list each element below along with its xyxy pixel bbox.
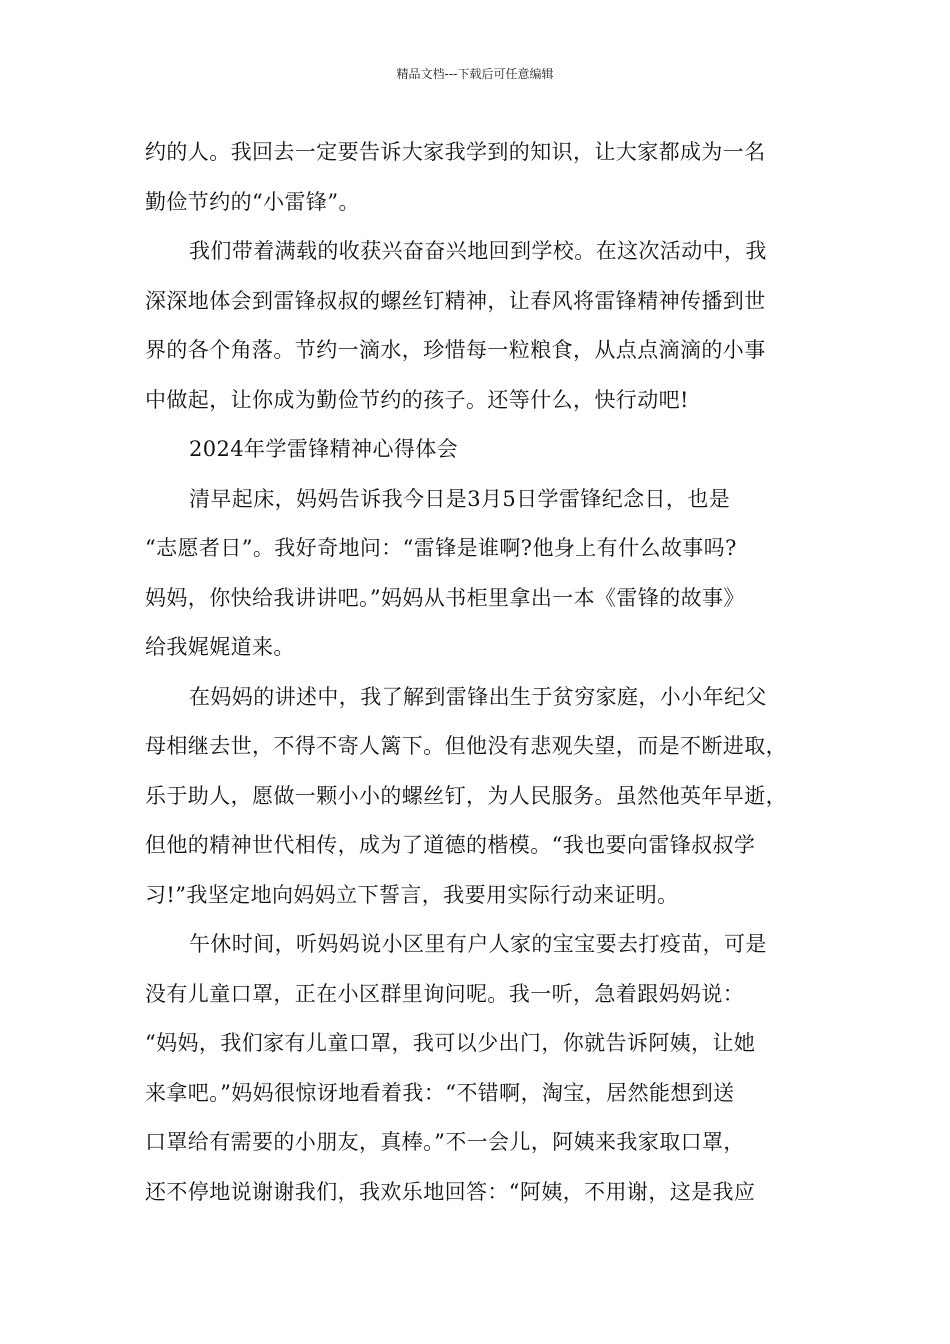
text-line: 但他的精神世代相传，成为了道德的楷模。“我也要向雷锋叔叔学	[145, 833, 756, 857]
text-line: 还不停地说谢谢我们，我欢乐地回答：“阿姨，不用谢，这是我应	[145, 1179, 756, 1204]
text-line: 在妈妈的讲述中，我了解到雷锋出生于贫穷家庭，小小年纪父	[189, 684, 767, 709]
text-line: 中做起，让你成为勤俭节约的孩子。还等什么，快行动吧!	[145, 387, 689, 412]
text-line: 午休时间，听妈妈说小区里有户人家的宝宝要去打疫苗，可是	[189, 932, 767, 956]
text-line: 母相继去世，不得不寄人篱下。但他没有悲观失望，而是不断进取，	[145, 734, 787, 758]
text-line: 界的各个角落。节约一滴水，珍惜每一粒粮食，从点点滴滴的小事	[145, 338, 766, 362]
text-line: 约的人。我回去一定要告诉大家我学到的知识，让大家都成为一名	[145, 140, 766, 164]
text-line: 深深地体会到雷锋叔叔的螺丝钉精神，让春风将雷锋精神传播到世	[145, 288, 766, 313]
text-line: 勤俭节约的“小雷锋”。	[145, 189, 360, 214]
text-line: 习!”我坚定地向妈妈立下誓言，我要用实际行动来证明。	[145, 882, 679, 907]
text-line: 没有儿童口罩，正在小区群里询问呢。我一听，急着跟妈妈说：	[145, 981, 745, 1006]
page-header: 精品文档---下载后可任意编辑	[396, 67, 554, 81]
document-body	[145, 128, 810, 1217]
text-line: 口罩给有需要的小朋友，真棒。”不一会儿，阿姨来我家取口罩，	[145, 1130, 745, 1154]
text-line: “妈妈，我们家有儿童口罩，我可以少出门，你就告诉阿姨，让她	[145, 1031, 756, 1055]
text-line: “志愿者日”。我好奇地问：“雷锋是谁啊?他身上有什么故事吗?	[145, 536, 737, 560]
text-line: 妈妈，你快给我讲讲吧。”妈妈从书柜里拿出一本《雷锋的故事》	[145, 585, 745, 610]
section-title: 2024年学雷锋精神心得体会	[189, 437, 459, 461]
text-line: 来拿吧。”妈妈很惊讶地看着我：“不错啊，淘宝，居然能想到送	[145, 1080, 735, 1105]
text-line: 乐于助人，愿做一颗小小的螺丝钉，为人民服务。虽然他英年早逝，	[145, 783, 787, 808]
text-line: 我们带着满载的收获兴奋奋兴地回到学校。在这次活动中，我	[189, 239, 767, 263]
text-line: 清早起床，妈妈告诉我今日是3月5日学雷锋纪念日，也是	[189, 486, 731, 511]
text-line: 给我娓娓道来。	[145, 635, 295, 659]
